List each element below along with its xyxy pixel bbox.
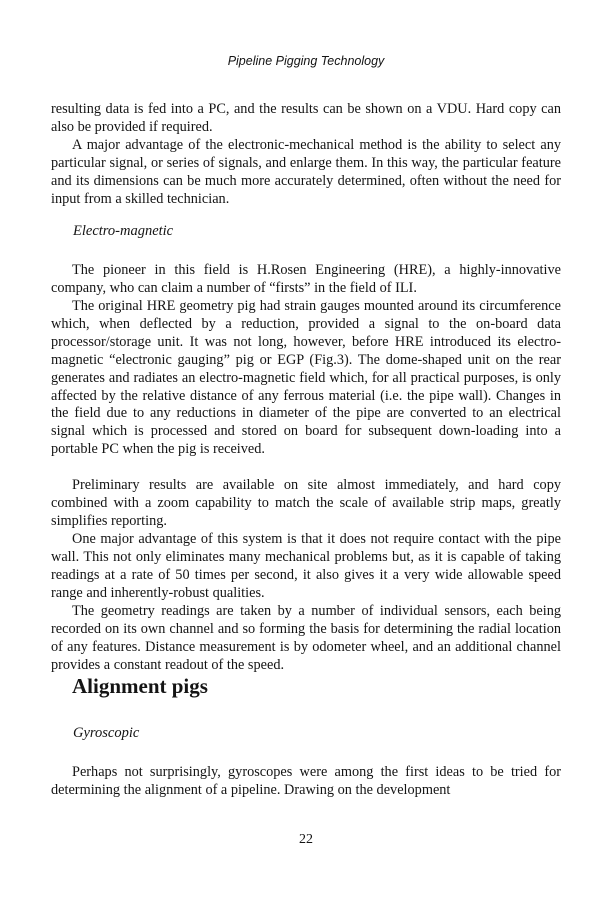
paragraph-continued: resulting data is fed into a PC, and the results can be shown on a VDU. Hard copy can also be provided if required. — [51, 101, 561, 135]
paragraph-hre-pioneer: The pioneer in this field is H.Rosen Engineering (HRE), a highly-innovative company, who can claim a number of “firsts” in the field of ILI. — [51, 262, 561, 296]
paragraph-hre-geometry-pig: The original HRE geometry pig had strain gauges mounted around its circumference which, when deflected by a reduction, provided a signal to the on-board data processor/storage unit. It was not long, however, before HRE introduced its electro-magnetic “electronic gauging” pig or EGP (Fig.3). The dome-shaped unit on the rear generates and radiates an electro-magnetic field which, for all practical purposes, is only affected by the relative distance of any ferrous material (i.e. the pipe wall). Changes in the field due to any reductions in diameter of the pipe are converted to an electrical signal which is processed and stored on board for subsequent down-loading into a portable PC when the pig is received. — [51, 298, 561, 458]
paragraph-electronic-mechanical-advantage: A major advantage of the electronic-mechanical method is the ability to select any particular signal, or series of signals, and enlarge them. In this way, the particular feature and its dimensions can be much more accurately determined, often without the need for input from a skilled technician. — [51, 137, 561, 207]
paragraph-geometry-readings: The geometry readings are taken by a number of individual sensors, each being recorded on its own channel and so forming the basis for determining the radial location of any features. Distance measurement is by odometer wheel, and an additional channel provides a constant readout of the speed. — [51, 603, 561, 673]
section-heading-alignment-pigs: Alignment pigs — [72, 674, 208, 698]
paragraph-no-contact-advantage: One major advantage of this system is that it does not require contact with the pipe wall. This not only eliminates many mechanical problems but, as it is capable of taking readings at a rate of 50 times per second, it also gives it a very wide allowable speed range and inherently-robust qualities. — [51, 531, 561, 601]
book-page — [51, 0, 561, 900]
page-number: 22 — [299, 832, 313, 847]
running-head: Pipeline Pigging Technology — [227, 54, 385, 68]
subheading-electro-magnetic: Electro-magnetic — [73, 223, 174, 239]
subheading-gyroscopic: Gyroscopic — [73, 725, 140, 741]
paragraph-preliminary-results: Preliminary results are available on site almost immediately, and hard copy combined with a zoom capability to match the scale of available strip maps, greatly simplifies reporting. — [51, 477, 561, 529]
paragraph-gyroscopes: Perhaps not surprisingly, gyroscopes were among the first ideas to be tried for determining the alignment of a pipeline. Drawing on the development — [51, 764, 561, 798]
